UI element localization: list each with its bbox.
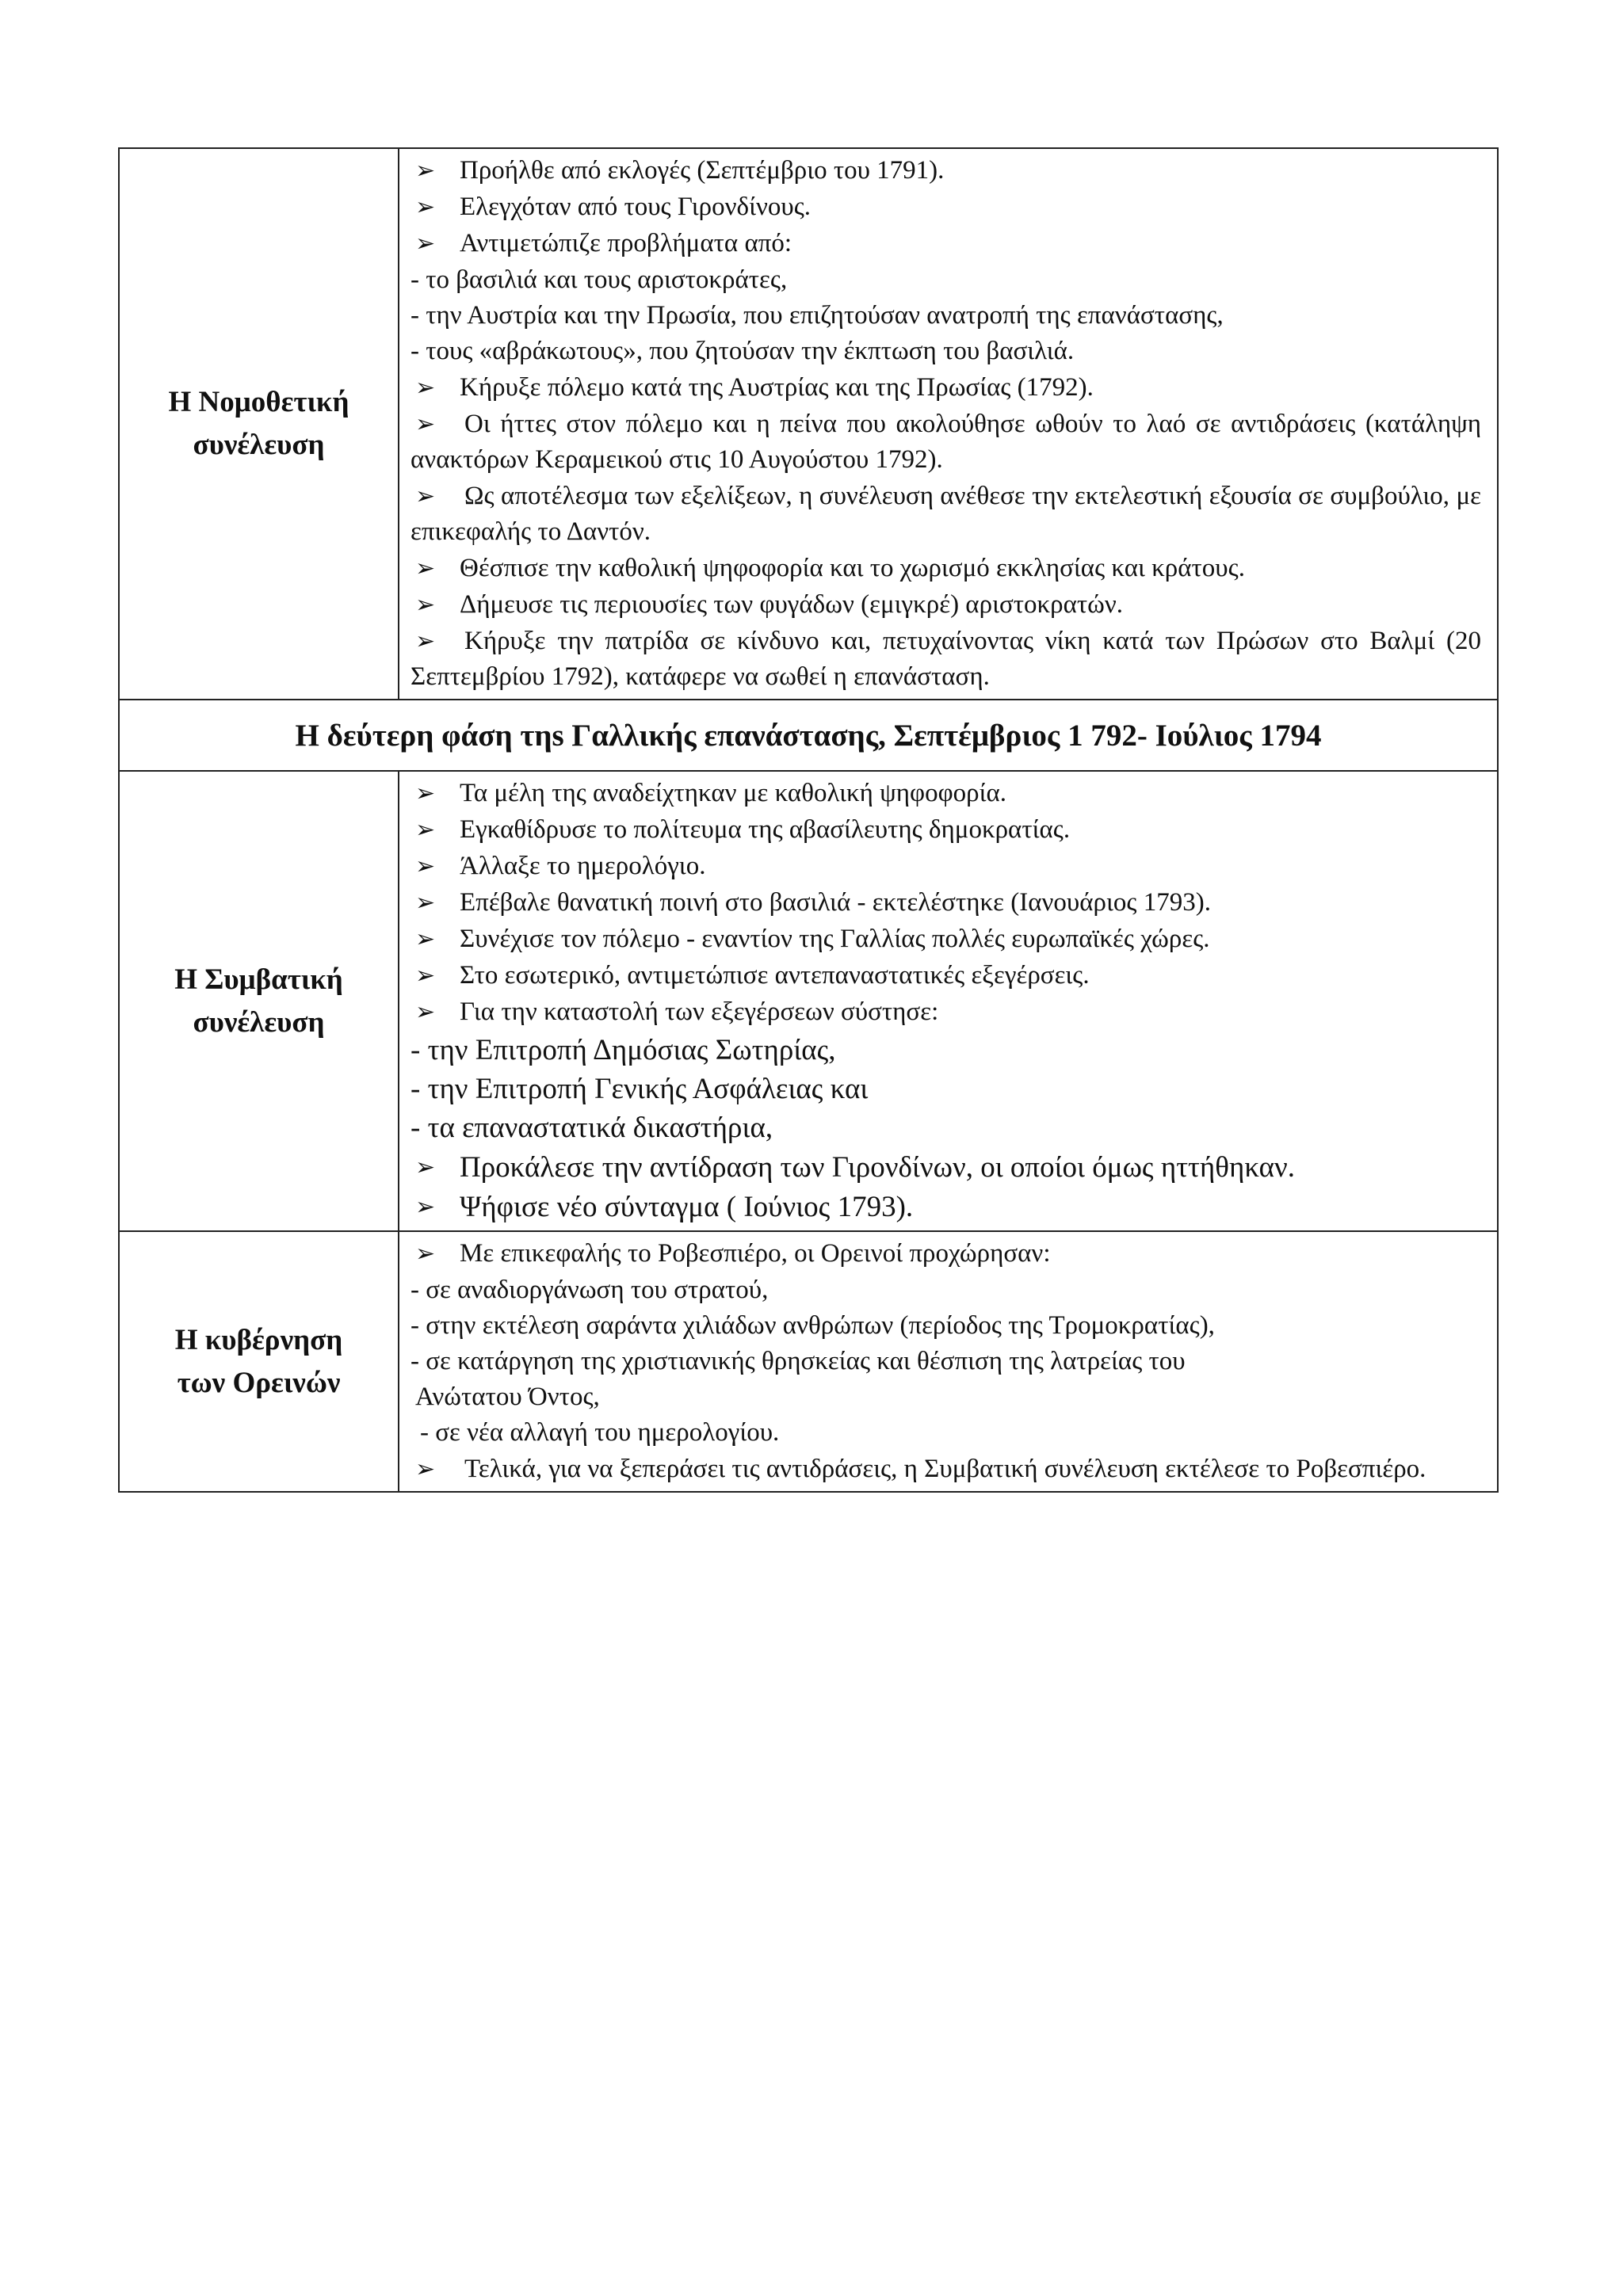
arrowhead-bullet-icon: ➢ — [415, 889, 436, 917]
label-line: Η Συμβατική — [174, 963, 343, 996]
bullet-text: Συνέχισε τον πόλεμο - εναντίον της Γαλλίας πολλές ευρωπαϊκές χώρες. — [460, 925, 1210, 953]
dash-item-continuation: Ανώτατου Όντος, — [415, 1383, 600, 1411]
dash-item: - την Επιτροπή Γενικής Ασφάλειας και — [411, 1073, 869, 1105]
label-line: Η Νομοθετική — [168, 386, 349, 418]
row-national-convention — [119, 771, 1498, 1231]
bullet-item — [411, 849, 1481, 884]
bullet-text: Ελεγχόταν από τους Γιρονδίνους. — [460, 193, 812, 221]
history-table — [118, 147, 1499, 1493]
row-legislative-assembly — [119, 148, 1498, 700]
row-content-convention — [399, 771, 1498, 1231]
bullet-text: Για την καταστολή των εξεγέρσεων σύστησε: — [460, 997, 939, 1026]
bullet-text: Τα μέλη της αναδείχτηκαν με καθολική ψηφοφορία. — [460, 779, 1007, 807]
bullet-text: Άλλαξε το ημερολόγιο. — [460, 852, 706, 880]
bullet-item — [411, 994, 1481, 1030]
arrowhead-bullet-icon: ➢ — [415, 1154, 436, 1181]
dash-item: - στην εκτέλεση σαράντα χιλιάδων ανθρώπων (περίοδος της Τρομοκρατίας), — [411, 1311, 1215, 1340]
dash-item: - τα επαναστατικά δικαστήρια, — [411, 1112, 773, 1144]
arrowhead-bullet-icon: ➢ — [415, 1240, 436, 1268]
bullet-item — [411, 921, 1481, 957]
bullet-item — [411, 587, 1481, 623]
bullet-item — [411, 624, 1481, 695]
arrowhead-bullet-icon: ➢ — [415, 962, 436, 990]
bullet-item — [411, 885, 1481, 921]
arrowhead-bullet-icon: ➢ — [415, 1455, 436, 1483]
label-line: συνέλευση — [193, 1005, 325, 1039]
row-phase-heading — [119, 700, 1498, 771]
bullet-text: Επέβαλε θανατική ποινή στο βασιλιά - εκτελέστηκε (Ιανουάριος 1793). — [460, 888, 1211, 917]
dash-item: - σε αναδιοργάνωση του στρατού, — [411, 1276, 769, 1304]
dash-item: - τους «αβράκωτους», που ζητούσαν την έκπτωση του βασιλιά. — [411, 337, 1075, 365]
bullet-text: Με επικεφαλής το Ροβεσπιέρο, οι Ορεινοί προχώρησαν: — [460, 1239, 1051, 1268]
row-content-mountain — [399, 1231, 1498, 1492]
bullet-item — [411, 812, 1481, 848]
arrowhead-bullet-icon: ➢ — [415, 998, 436, 1026]
bullet-text: Δήμευσε τις περιουσίες των φυγάδων (εμιγκρέ) αριστοκρατών. — [460, 590, 1124, 619]
bullet-text: Θέσπισε την καθολική ψηφοφορία και το χωρισμό εκκλησίας και κράτους. — [460, 554, 1245, 582]
bullet-item — [411, 370, 1481, 406]
arrowhead-bullet-icon: ➢ — [415, 591, 436, 619]
bullet-item — [411, 406, 1481, 478]
dash-item: - το βασιλιά και τους αριστοκράτες, — [411, 265, 788, 294]
bullet-text: Τελικά, για να ξεπεράσει τις αντιδράσεις, η Συμβατική συνέλευση εκτέλεσε το Ροβεσπιέρο. — [464, 1455, 1426, 1483]
arrowhead-bullet-icon: ➢ — [415, 555, 436, 582]
dash-item: - την Επιτροπή Δημόσιας Σωτηρίας, — [411, 1034, 836, 1066]
dash-item: - σε κατάργηση της χριστιανικής θρησκείας και θέσπιση της λατρείας του — [411, 1347, 1186, 1375]
arrowhead-bullet-icon: ➢ — [415, 852, 436, 880]
bullet-text: Οι ήττες στον πόλεμο και η πείνα που ακολούθησε ωθούν το λαό σε αντιδράσεις (κατάληψη ανακτόρων Κεραμεικού στις 10 Αυγούστου 1792). — [411, 410, 1481, 474]
bullet-text: Στο εσωτερικό, αντιμετώπισε αντεπαναστατικές εξεγέρσεις. — [460, 961, 1090, 990]
arrowhead-bullet-icon: ➢ — [415, 627, 436, 655]
arrowhead-bullet-icon: ➢ — [415, 925, 436, 953]
bullet-text: Εγκαθίδρυσε το πολίτευμα της αβασίλευτης δημοκρατίας. — [460, 815, 1071, 844]
arrowhead-bullet-icon: ➢ — [415, 482, 436, 510]
bullet-item — [411, 1236, 1481, 1272]
row-label-mountain — [119, 1231, 399, 1492]
bullet-item — [411, 1451, 1481, 1487]
arrowhead-bullet-icon: ➢ — [415, 230, 436, 257]
arrowhead-bullet-icon: ➢ — [415, 816, 436, 844]
row-label-convention — [119, 771, 399, 1231]
row-mountain-government — [119, 1231, 1498, 1492]
arrowhead-bullet-icon: ➢ — [415, 780, 436, 807]
bullet-text: Κήρυξε πόλεμο κατά της Αυστρίας και της Πρωσίας (1792). — [460, 373, 1094, 402]
bullet-item — [411, 1188, 1481, 1226]
arrowhead-bullet-icon: ➢ — [415, 410, 436, 438]
bullet-item — [411, 1148, 1481, 1187]
bullet-item — [411, 479, 1481, 550]
label-line: των Ορεινών — [177, 1366, 341, 1399]
bullet-text: Προήλθε από εκλογές (Σεπτέμβριο του 1791). — [460, 156, 945, 185]
label-line: συνέλευση — [193, 429, 325, 461]
bullet-item — [411, 776, 1481, 811]
arrowhead-bullet-icon: ➢ — [415, 374, 436, 402]
dash-item: - την Αυστρία και την Πρωσία, που επιζητούσαν ανατροπή της επανάστασης, — [411, 301, 1224, 330]
row-content-legislative — [399, 148, 1498, 700]
bullet-text: Αντιμετώπιζε προβλήματα από: — [460, 229, 792, 257]
bullet-item — [411, 189, 1481, 225]
section-heading: Η δεύτερη φάση τηs Γαλλικής επανάστασης, Σεπτέμβριος 1 792- Ιούλιος 1794 — [119, 700, 1498, 771]
bullet-item — [411, 551, 1481, 586]
label-line: Η κυβέρνηση — [174, 1323, 343, 1356]
bullet-text: Ως αποτέλεσμα των εξελίξεων, η συνέλευση ανέθεσε την εκτελεστική εξουσία σε συμβούλιο, με επικεφαλής το Δαντόν. — [411, 482, 1481, 546]
bullet-item — [411, 153, 1481, 189]
bullet-text: Ψήφισε νέο σύνταγμα ( Ιούνιος 1793). — [460, 1191, 914, 1223]
bullet-text: Προκάλεσε την αντίδραση των Γιρονδίνων, οι οποίοι όμως ηττήθηκαν. — [460, 1151, 1296, 1184]
bullet-item — [411, 958, 1481, 994]
row-label-legislative — [119, 148, 399, 700]
arrowhead-bullet-icon: ➢ — [415, 1193, 436, 1221]
bullet-text: Κήρυξε την πατρίδα σε κίνδυνο και, πετυχαίνοντας νίκη κατά των Πρώσων στο Βαλμί (20 Σεπτεμβρίου 1792), κατάφερε να σωθεί η επανάσταση. — [411, 627, 1481, 691]
dash-item: - σε νέα αλλαγή του ημερολογίου. — [420, 1418, 780, 1447]
arrowhead-bullet-icon: ➢ — [415, 157, 436, 185]
arrowhead-bullet-icon: ➢ — [415, 193, 436, 221]
bullet-item — [411, 226, 1481, 261]
